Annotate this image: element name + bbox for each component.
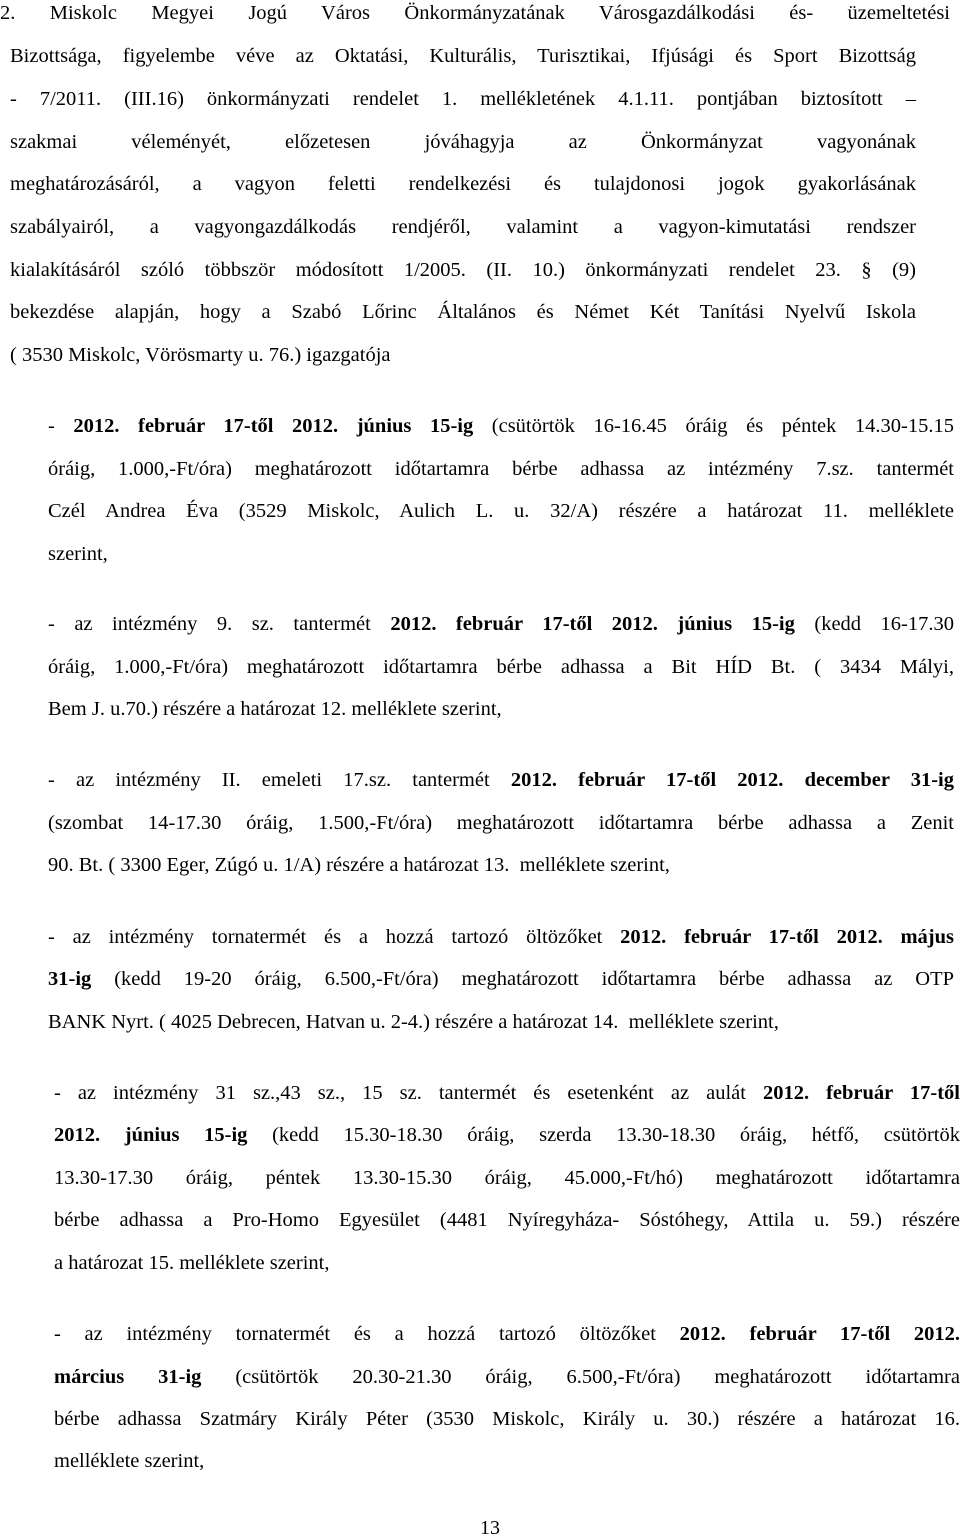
text-line [54,1407,960,1431]
text-line [10,130,916,154]
text-line [10,44,916,68]
text-line [54,1166,960,1190]
text-line [54,1081,960,1105]
text-line [10,343,916,367]
text-segment: bérbe adhassa a Pro-Homo Egyesület (4481 Nyíregyháza- Sóstóhegy, Attila u. 59.) részére [54,1209,960,1231]
text-line [10,300,916,324]
text-line [48,542,954,566]
text-line [54,1449,960,1473]
text-segment: Bizottsága, figyelembe véve az Oktatási, Kulturális, Turisztikai, Ifjúsági és Sport Bizottság [10,45,916,67]
text-line [10,215,916,239]
text-segment: - az intézmény II. emeleti 17.sz. tantermét [48,769,511,791]
bold-date-range: 31-ig [48,968,92,990]
bold-date-range: 2012. február 17-től 2012. május [620,926,955,948]
text-segment: Bem J. u.70.) részére a határozat 12. melléklete szerint, [48,698,502,720]
text-line [48,612,954,636]
text-segment: (kedd 15.30-18.30 óráig, szerda 13.30-18.30 óráig, hétfő, csütörtök [247,1124,960,1146]
text-line [54,1251,960,1275]
text-segment: bérbe adhassa Szatmáry Király Péter (3530 Miskolc, Király u. 30.) részére a határozat 16. [54,1408,960,1430]
text-segment: - 7/2011. (III.16) önkormányzati rendelet 1. mellékletének 4.1.11. pontjában biztosított – [10,88,916,110]
text-line [48,697,954,721]
text-segment: kialakításáról szóló többször módosított 1/2005. (II. 10.) önkormányzati rendelet 23. § (9) [10,259,916,281]
text-line [48,499,954,523]
text-line [48,655,954,679]
text-line [48,768,954,792]
text-segment: Czél Andrea Éva (3529 Miskolc, Aulich L. u. 32/A) részére a határozat 11. melléklete [48,500,954,522]
text-line [54,1365,960,1389]
bold-date-range: 2012. február 17-től 2012. [679,1323,960,1345]
text-segment: BANK Nyrt. ( 4025 Debrecen, Hatvan u. 2-4.) részére a határozat 14. melléklete szerint, [48,1011,779,1033]
text-line [48,925,954,949]
text-segment: 90. Bt. ( 3300 Eger, Zúgó u. 1/A) részére a határozat 13. melléklete szerint, [48,854,670,876]
text-line [48,853,954,877]
text-segment: 2. Miskolc Megyei Jogú Város Önkormányzatának Városgazdálkodási és- üzemeltetési [0,2,950,24]
text-line [48,1010,954,1034]
text-segment: szerint, [48,543,108,565]
bold-date-range: 2012. február 17-től 2012. június 15-ig [73,415,474,437]
text-line [48,414,954,438]
text-segment: óráig, 1.000,-Ft/óra) meghatározott időtartamra bérbe adhassa a Bit HÍD Bt. ( 3434 Mályi, [48,656,954,678]
text-segment: (szombat 14-17.30 óráig, 1.500,-Ft/óra) meghatározott időtartamra bérbe adhassa a Zenit [48,812,954,834]
text-line [10,172,916,196]
text-segment: - az intézmény tornatermét és a hozzá tartozó öltözőket [48,926,621,948]
bold-date-range: 2012. február 17-től 2012. június 15-ig [390,613,795,635]
text-segment: - [48,415,74,437]
text-segment: bekezdése alapján, hogy a Szabó Lőrinc Általános és Német Két Tanítási Nyelvű Iskola [10,301,916,323]
text-segment: szabályairól, a vagyongazdálkodás rendjéről, valamint a vagyon-kimutatási rendszer [10,216,916,238]
text-segment: - az intézmény 9. sz. tantermét [48,613,391,635]
text-segment: szakmai véleményét, előzetesen jóváhagyja az Önkormányzat vagyonának [10,131,916,153]
text-line [54,1123,960,1147]
text-line [10,258,916,282]
text-segment: 13.30-17.30 óráig, péntek 13.30-15.30 óráig, 45.000,-Ft/hó) meghatározott időtartamra [54,1167,960,1189]
text-segment: - az intézmény 31 sz.,43 sz., 15 sz. tantermét és esetenként az aulát [54,1082,763,1104]
text-line [54,1322,960,1346]
text-line [10,87,916,111]
text-line [54,1208,960,1232]
text-segment: melléklete szerint, [54,1450,205,1472]
text-segment: ( 3530 Miskolc, Vörösmarty u. 76.) igazgatója [10,344,391,366]
text-segment: (csütörtök 20.30-21.30 óráig, 6.500,-Ft/óra) meghatározott időtartamra [201,1366,960,1388]
bold-date-range: 2012. február 17-től [762,1082,960,1104]
text-line [48,967,954,991]
text-segment: (csütörtök 16-16.45 óráig és péntek 14.30-15.15 [473,415,954,437]
text-segment: (kedd 16-17.30 [794,613,954,635]
text-segment: - az intézmény tornatermét és a hozzá tartozó öltözőket [54,1323,680,1345]
text-segment: meghatározásáról, a vagyon feletti rendelkezési és tulajdonosi jogok gyakorlásának [10,173,916,195]
page-number: 13 [480,1517,500,1539]
text-line [48,457,954,481]
bold-date-range: 2012. június 15-ig [54,1124,248,1146]
bold-date-range: 2012. február 17-től 2012. december 31-ig [510,769,954,791]
text-segment: a határozat 15. melléklete szerint, [54,1252,330,1274]
text-line [48,811,954,835]
text-line [0,1,950,25]
text-segment: óráig, 1.000,-Ft/óra) meghatározott időtartamra bérbe adhassa az intézmény 7.sz. tantermét [48,458,954,480]
text-segment: (kedd 19-20 óráig, 6.500,-Ft/óra) meghatározott időtartamra bérbe adhassa az OTP [91,968,954,990]
bold-date-range: március 31-ig [54,1366,202,1388]
